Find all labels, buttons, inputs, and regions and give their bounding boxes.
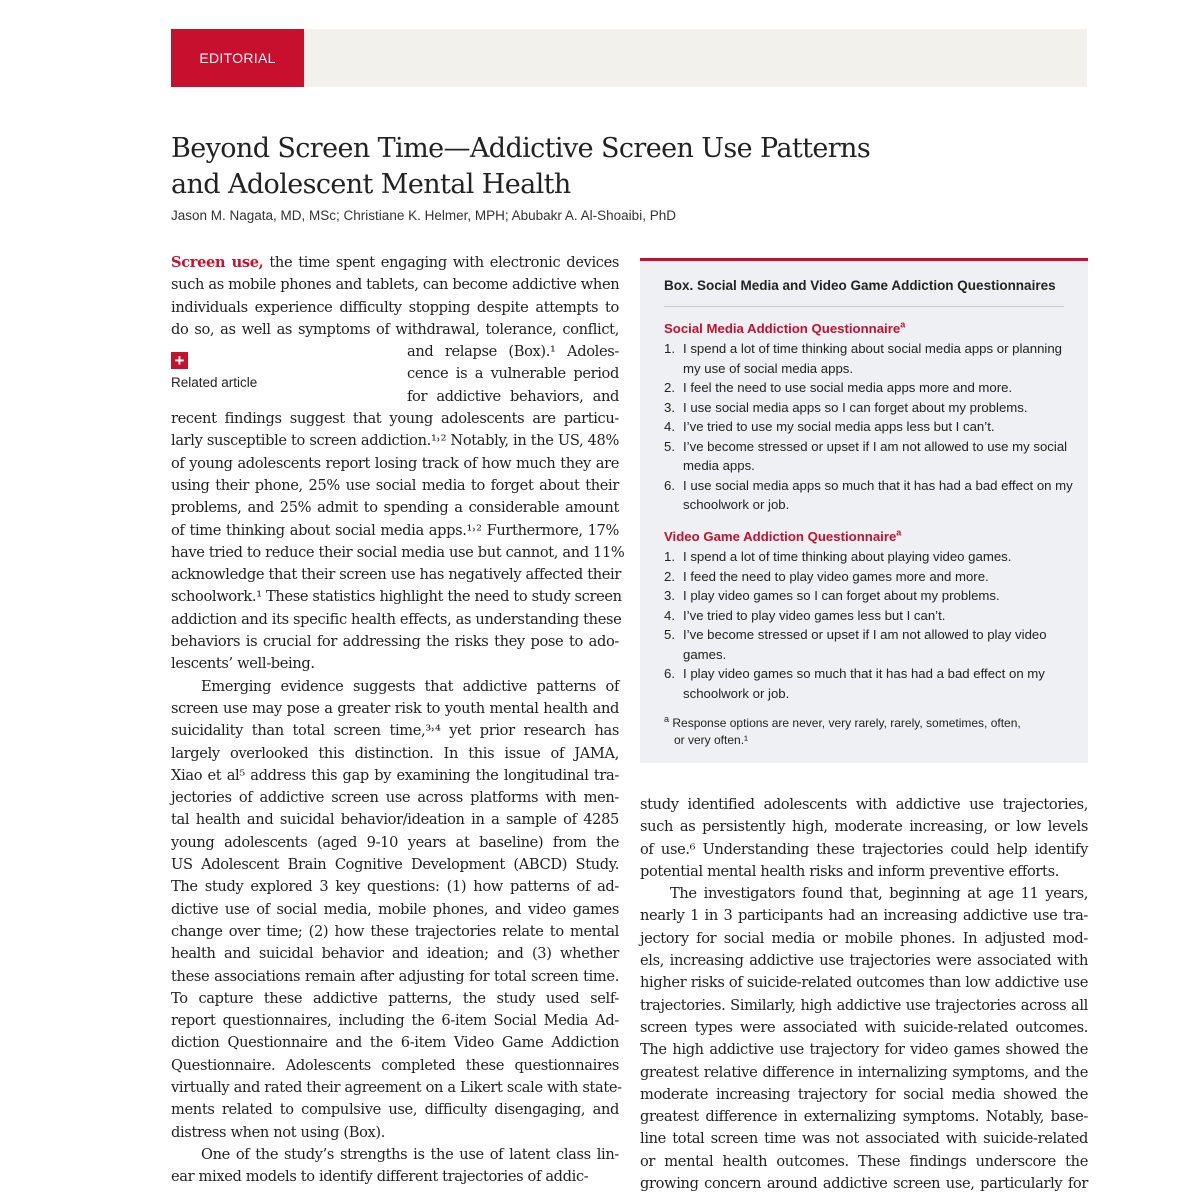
item-number: 5. — [664, 627, 675, 642]
body-text-line: of time thinking about social media apps.¹˒² Furthermore, 17% — [171, 521, 619, 539]
item-number: 6. — [664, 666, 675, 681]
item-number: 1. — [664, 341, 675, 356]
body-text-line: To capture these addictive patterns, the study used self- — [171, 989, 619, 1007]
body-text-line: higher risks of suicide-related outcomes than low addictive use — [640, 974, 1088, 992]
body-text-line: Emerging evidence suggests that addictive patterns of — [201, 677, 619, 695]
item-number: 4. — [664, 419, 675, 434]
body-text-line: tal health and suicidal behavior/ideation in a sample of 4285 — [171, 811, 619, 829]
section-tag: EDITORIAL — [171, 29, 304, 87]
body-text-line: acknowledge that their screen use has negatively affected their — [171, 566, 621, 584]
body-text-line: change over time; (2) how these trajectories relate to mental — [171, 922, 619, 940]
body-text-line: report questionnaires, including the 6-item Social Media Ad- — [171, 1012, 619, 1030]
right-column — [640, 794, 1088, 1195]
title-line: and Adolescent Mental Health — [171, 169, 571, 200]
item-number: 2. — [664, 380, 675, 395]
body-text-line: schoolwork.¹ These statistics highlight the need to study screen — [171, 588, 622, 606]
item-number: 6. — [664, 477, 675, 493]
item-text: I’ve become stressed or upset if I am not allowed to use my social media apps. — [683, 438, 1068, 473]
related-article-label[interactable]: Related article — [171, 375, 258, 390]
body-text-line: distress when not using (Box). — [171, 1123, 386, 1141]
body-text-line: recent findings suggest that young adolescents are particu- — [171, 410, 619, 428]
item-number: 2. — [664, 568, 675, 584]
body-text-line: Questionnaire. Adolescents completed these questionnaires — [171, 1056, 619, 1074]
questionnaire-item — [664, 625, 1074, 664]
body-text-line: One of the study’s strengths is the use of latent class lin- — [201, 1145, 619, 1163]
body-text-line: cence is a vulnerable period — [407, 365, 619, 383]
body-text-line: such as persistently high, moderate increasing, or low levels — [640, 818, 1088, 836]
body-text-line: ments related to compulsive use, difficulty disengaging, and — [171, 1101, 619, 1119]
body-text-line: trajectories. Similarly, high addictive use trajectories across all — [640, 996, 1088, 1014]
questionnaire-item — [664, 567, 1074, 587]
body-text-line: have tried to reduce their social media use but cannot, and 11% — [171, 543, 625, 561]
body-text-line: greatest relative difference in internalizing symptoms, and the — [640, 1063, 1088, 1081]
video-game-heading: Video Game Addiction Questionnaire$^a$ — [664, 527, 902, 544]
item-text: I spend a lot of time thinking about playing video games. — [683, 549, 1012, 564]
header-bar — [171, 29, 1087, 87]
title-line: Beyond Screen Time—Addictive Screen Use Patterns — [171, 133, 871, 164]
body-text-line: ear mixed models to identify different trajectories of addic- — [171, 1168, 589, 1186]
questionnaire-item — [664, 476, 1074, 515]
body-text-line: virtually and rated their agreement on a Likert scale with state- — [171, 1078, 622, 1096]
item-text: I feel the need to use social media apps more and more. — [683, 380, 1013, 395]
item-number: 4. — [664, 607, 675, 623]
body-text-line: these associations remain after adjusting for total screen time. — [171, 967, 619, 985]
body-text-line: study identified adolescents with addictive use trajectories, — [640, 796, 1088, 813]
body-text-line: dictive use of social media, mobile phones, and video games — [171, 900, 619, 918]
body-text-line: larly susceptible to screen addiction.¹˒² Notably, in the US, 48% — [171, 432, 619, 450]
article-title — [171, 131, 1071, 203]
item-number: 1. — [664, 549, 675, 564]
social-media-questionnaire — [664, 319, 1074, 515]
body-text-line: line total screen time was not associated with suicide-related — [640, 1130, 1088, 1148]
body-text-line: The investigators found that, beginning at age 11 years, — [670, 885, 1088, 903]
body-text-line: greatest difference in externalizing symptoms. Notably, base- — [640, 1108, 1088, 1126]
item-text: I spend a lot of time thinking about social media apps or planning my use of social media apps. — [683, 341, 1063, 376]
body-text-line: individuals experience difficulty stopping despite attempts to — [171, 298, 619, 316]
body-text-line-rest: the time spent engaging with electronic devices — [263, 254, 620, 271]
body-text-line: The high addictive use trajectory for video games showed the — [640, 1041, 1088, 1059]
item-text: I play video games so much that it has had a bad effect on my schoolwork or job. — [683, 666, 1045, 701]
plus-icon[interactable]: + — [171, 352, 188, 369]
box-divider — [664, 306, 1064, 307]
item-number: 3. — [664, 399, 675, 415]
body-text-line: diction Questionnaire and the 6-item Video Game Addiction — [171, 1034, 619, 1052]
body-text-line: Xiao et al⁵ address this gap by examining the longitudinal tra- — [171, 766, 619, 784]
questionnaire-item — [664, 586, 1074, 606]
body-text-line: nearly 1 in 3 participants had an increasing addictive use tra- — [640, 907, 1088, 925]
item-text: I’ve tried to use my social media apps less but I can’t. — [683, 419, 995, 434]
body-text-line: moderate increasing trajectory for social media showed the — [640, 1085, 1088, 1103]
item-text: I’ve tried to play video games less but I can’t. — [683, 607, 946, 623]
body-text-line: or mental health outcomes. These findings underscore the — [640, 1152, 1088, 1170]
body-text-line: growing concern around addictive screen use, particularly for — [640, 1175, 1088, 1193]
body-text-line: The study explored 3 key questions: (1) how patterns of ad- — [171, 878, 619, 896]
questionnaire-item — [664, 398, 1074, 418]
body-text-line: and relapse (Box).¹ Adoles- — [407, 343, 619, 361]
body-text-line: suicidality than total screen time,³˒⁴ yet prior research has — [171, 722, 619, 740]
questionnaire-item — [664, 664, 1074, 703]
questionnaire-item — [664, 417, 1074, 437]
body-text-line: for addictive behaviors, and — [407, 387, 619, 405]
box-title: Box. Social Media and Video Game Addiction Questionnaires — [664, 278, 1056, 293]
item-text: I’ve become stressed or upset if I am not allowed to play video games. — [683, 627, 1047, 662]
author-list: Jason M. Nagata, MD, MSc; Christiane K. Helmer, MPH; Abubakr A. Al-Shoaibi, PhD — [171, 208, 676, 223]
body-text-line: potential mental health risks and inform preventive efforts. — [640, 862, 1059, 880]
item-text: I use social media apps so much that it has had a bad effect on my schoolwork or job. — [683, 477, 1073, 512]
body-text-line: US Adolescent Brain Cognitive Development (ABCD) Study. — [171, 856, 619, 874]
item-text: I play video games so I can forget about my problems. — [683, 588, 1000, 603]
questionnaire-item — [664, 606, 1074, 626]
body-text-line: els, increasing addictive use trajectories were associated with — [640, 952, 1088, 970]
item-text: I use social media apps so I can forget about my problems. — [683, 399, 1028, 415]
questionnaire-item — [664, 378, 1074, 398]
body-text-line: jectory for social media or mobile phones. In adjusted mod- — [640, 929, 1088, 947]
questionnaire-item — [664, 339, 1074, 378]
body-text-line: addiction and its specific health effects, as understanding these — [171, 610, 622, 628]
body-text-line: lescents’ well-being. — [171, 655, 315, 673]
item-number: 5. — [664, 438, 675, 454]
body-text-line: do so, as well as symptoms of withdrawal, tolerance, conflict, — [171, 320, 619, 338]
body-text-line: health and suicidal behavior and ideation; and (3) whether — [171, 945, 619, 963]
questionnaire-item — [664, 437, 1074, 476]
body-text-line: jectories of addictive screen use across platforms with men- — [171, 789, 619, 807]
body-text-line: of young adolescents report losing track of how much they are — [171, 454, 619, 472]
social-media-heading: Social Media Addiction Questionnaire$^a$ — [664, 319, 906, 336]
questionnaire-box — [640, 258, 1088, 763]
body-text-line: behaviors is crucial for addressing the risks they pose to ado- — [171, 633, 619, 651]
body-text-line: screen use may pose a greater risk to youth mental health and — [171, 699, 619, 717]
body-text-line: problems, and 25% admit to spending a considerable amount — [171, 499, 619, 517]
body-text-line: young adolescents (aged 9-10 years at baseline) from the — [171, 833, 619, 851]
video-game-questionnaire — [664, 527, 1074, 703]
left-column — [171, 252, 625, 1188]
lead-in: Screen use, — [171, 254, 264, 271]
item-number: 3. — [664, 588, 675, 603]
body-text-line — [171, 252, 619, 274]
questionnaire-item — [664, 547, 1074, 567]
body-text-line: using their phone, 25% use social media to forget about their — [171, 476, 619, 494]
body-text-line: such as mobile phones and tablets, can become addictive when — [171, 276, 620, 294]
item-text: I feed the need to play video games more and more. — [683, 568, 989, 584]
box-footnote: $^a$ Response options are never, very rarely, rarely, sometimes, often, or very often.¹ — [664, 714, 1021, 747]
body-text-line: largely overlooked this distinction. In this issue of JAMA, — [171, 744, 619, 762]
body-text-line: screen types were associated with suicide-related outcomes. — [640, 1018, 1088, 1036]
body-text-line: of use.⁶ Understanding these trajectories could help identify — [640, 840, 1088, 858]
